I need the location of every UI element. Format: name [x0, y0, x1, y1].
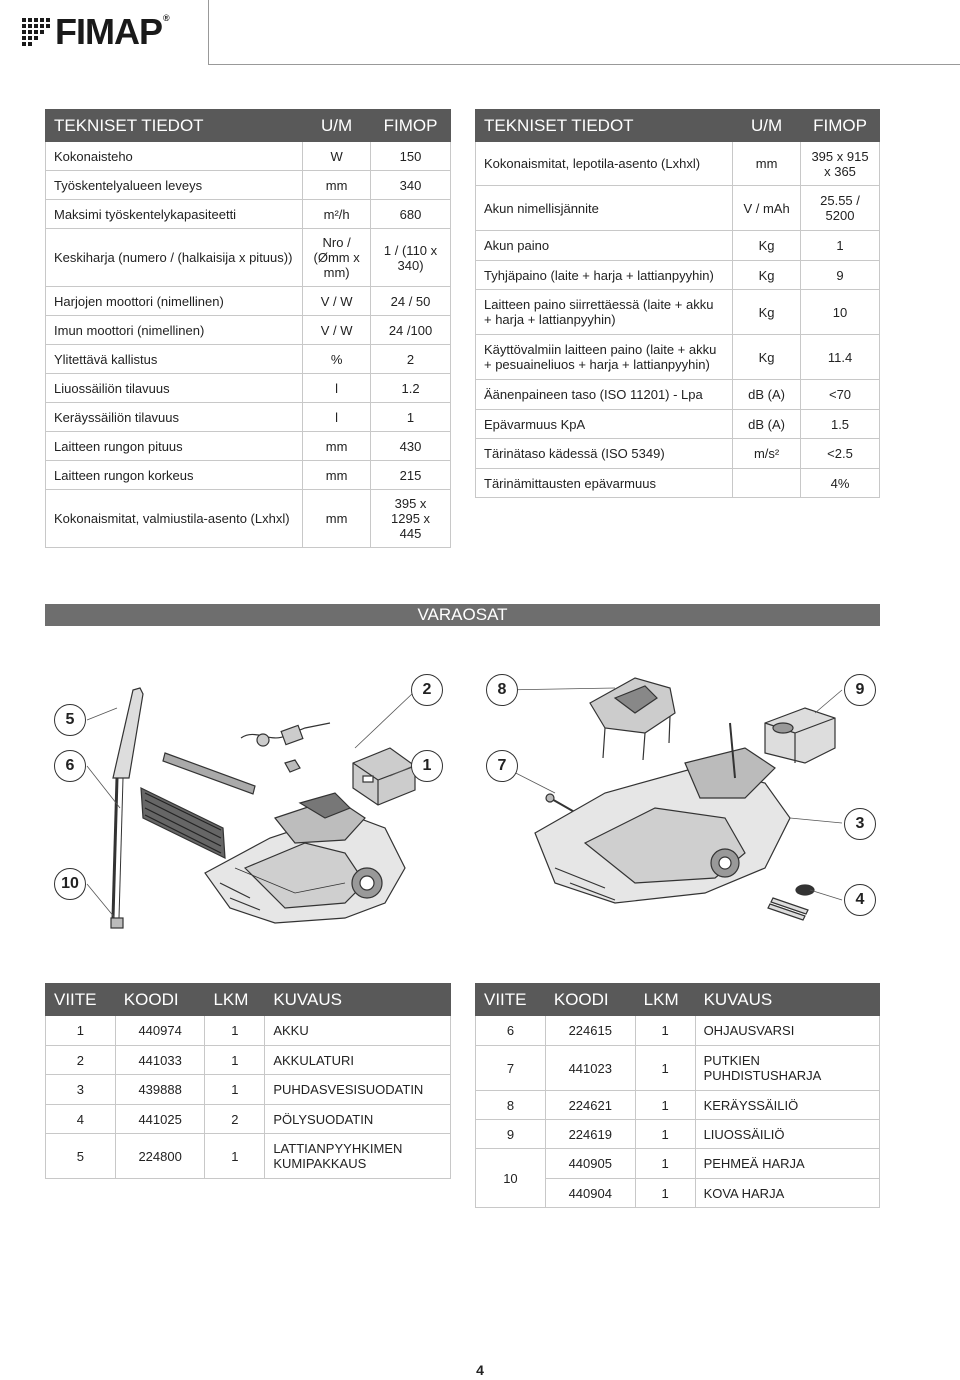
callout-9: 9 — [844, 674, 876, 706]
spec-unit: V / W — [303, 316, 371, 345]
spec-value: 215 — [371, 461, 451, 490]
part-ref: 9 — [476, 1120, 546, 1149]
spec-value: 340 — [371, 171, 451, 200]
spec-unit: dB (A) — [733, 410, 801, 439]
col-header-desc: KUVAUS — [265, 984, 451, 1016]
filters-drawing — [768, 885, 814, 920]
spare-parts-title: VARAOSAT — [45, 604, 880, 626]
spec-value: 1 — [801, 231, 880, 261]
parts-row — [476, 1120, 880, 1149]
part-qty: 1 — [205, 1075, 265, 1105]
spec-row — [46, 229, 451, 287]
part-ref: 10 — [476, 1149, 546, 1208]
spec-value: 25.55 / 5200 — [801, 186, 880, 231]
part-desc: KOVA HARJA — [695, 1179, 879, 1208]
part-ref: 6 — [476, 1016, 546, 1046]
callout-7: 7 — [486, 750, 518, 782]
spec-label: Laitteen rungon pituus — [46, 432, 303, 461]
part-desc: PUHDASVESISUODATIN — [265, 1075, 451, 1105]
machine-body-left — [205, 793, 405, 923]
part-qty: 1 — [635, 1149, 695, 1179]
part-desc: AKKULATURI — [265, 1046, 451, 1075]
part-qty: 1 — [635, 1179, 695, 1208]
part-ref: 8 — [476, 1091, 546, 1120]
spec-row — [46, 200, 451, 229]
spec-unit: Kg — [733, 335, 801, 380]
spec-unit: W — [303, 142, 371, 171]
callout-4: 4 — [844, 884, 876, 916]
spec-value: 150 — [371, 142, 451, 171]
spec-value: 24 /100 — [371, 316, 451, 345]
parts-row — [46, 1075, 451, 1105]
spec-unit: dB (A) — [733, 380, 801, 410]
spec-row — [46, 171, 451, 200]
part-code: 440974 — [115, 1016, 205, 1046]
callout-10: 10 — [54, 868, 86, 900]
spec-label: Laitteen rungon korkeus — [46, 461, 303, 490]
parts-row — [476, 1046, 880, 1091]
parts-row — [46, 1105, 451, 1134]
spec-value: 1 / (110 x 340) — [371, 229, 451, 287]
callout-6: 6 — [54, 750, 86, 782]
spec-label: Akun nimellisjännite — [476, 186, 733, 231]
spec-row — [476, 439, 880, 469]
part-qty: 1 — [635, 1091, 695, 1120]
spec-row — [476, 469, 880, 498]
part-qty: 1 — [205, 1134, 265, 1179]
part-desc: PÖLYSUODATIN — [265, 1105, 451, 1134]
spec-value: 2 — [371, 345, 451, 374]
page-number: 4 — [476, 1362, 484, 1378]
spec-row — [46, 403, 451, 432]
spec-row — [476, 290, 880, 335]
spec-label: Tyhjäpaino (laite + harja + lattianpyyhin) — [476, 261, 733, 290]
part-ref: 2 — [46, 1046, 116, 1075]
spec-unit: m²/h — [303, 200, 371, 229]
callout-3: 3 — [844, 808, 876, 840]
spec-header-row — [46, 110, 451, 142]
part-desc: LIUOSSÄILIÖ — [695, 1120, 879, 1149]
col-header-code: KOODI — [115, 984, 205, 1016]
part-qty: 1 — [205, 1016, 265, 1046]
spec-unit: % — [303, 345, 371, 374]
spec-unit: m/s² — [733, 439, 801, 469]
spec-value: 11.4 — [801, 335, 880, 380]
part-qty: 1 — [635, 1120, 695, 1149]
spec-row — [476, 231, 880, 261]
spec-row — [476, 186, 880, 231]
battery-drawing — [353, 748, 415, 805]
spec-unit: l — [303, 374, 371, 403]
spec-unit: Kg — [733, 290, 801, 335]
spec-unit: V / W — [303, 287, 371, 316]
col-header-ref: VIITE — [46, 984, 116, 1016]
spec-table-right — [475, 109, 880, 498]
part-code: 224800 — [115, 1134, 205, 1179]
part-desc: PUTKIEN PUHDISTUSHARJA — [695, 1046, 879, 1091]
part-desc: OHJAUSVARSI — [695, 1016, 879, 1046]
col-header-code: KOODI — [545, 984, 635, 1016]
spec-row — [476, 261, 880, 290]
spec-value: 24 / 50 — [371, 287, 451, 316]
spec-unit: Kg — [733, 261, 801, 290]
spec-value: 430 — [371, 432, 451, 461]
brand-name: FIMAP® — [55, 11, 169, 52]
collection-tank-drawing — [590, 678, 675, 760]
spec-row — [476, 410, 880, 439]
spec-unit: l — [303, 403, 371, 432]
brand-logo — [22, 12, 169, 52]
spec-row — [46, 142, 451, 171]
part-qty: 1 — [635, 1016, 695, 1046]
spec-value: <2.5 — [801, 439, 880, 469]
parts-table-right — [475, 983, 880, 1208]
spec-label: Epävarmuus KpA — [476, 410, 733, 439]
col-header-unit: U/M — [303, 110, 371, 142]
parts-header-row — [46, 984, 451, 1016]
spec-label: Ylitettävä kallistus — [46, 345, 303, 374]
spec-row — [46, 316, 451, 345]
spec-label: Keskiharja (numero / (halkaisija x pituus)) — [46, 229, 303, 287]
spec-label: Imun moottori (nimellinen) — [46, 316, 303, 345]
spec-label: Kokonaismitat, lepotila-asento (Lxhxl) — [476, 142, 733, 186]
callout-8: 8 — [486, 674, 518, 706]
spec-label: Keräyssäiliön tilavuus — [46, 403, 303, 432]
parts-illustration — [45, 668, 880, 938]
spec-value: 9 — [801, 261, 880, 290]
part-code: 441033 — [115, 1046, 205, 1075]
callout-5: 5 — [54, 704, 86, 736]
part-desc: PEHMEÄ HARJA — [695, 1149, 879, 1179]
col-header-qty: LKM — [205, 984, 265, 1016]
spec-value: 1.5 — [801, 410, 880, 439]
parts-header-row — [476, 984, 880, 1016]
spec-label: Kokonaismitat, valmiustila-asento (Lxhxl) — [46, 490, 303, 548]
part-code: 439888 — [115, 1075, 205, 1105]
spec-row — [46, 490, 451, 548]
col-header-model: FIMOP — [801, 110, 880, 142]
spec-row — [46, 461, 451, 490]
part-code: 440904 — [545, 1179, 635, 1208]
spec-label: Kokonaisteho — [46, 142, 303, 171]
col-header-spec: TEKNISET TIEDOT — [476, 110, 733, 142]
spec-label: Tärinämittausten epävarmuus — [476, 469, 733, 498]
part-code: 440905 — [545, 1149, 635, 1179]
spec-unit: mm — [303, 171, 371, 200]
spec-row — [46, 374, 451, 403]
charger-cable-drawing — [241, 723, 330, 772]
part-ref: 3 — [46, 1075, 116, 1105]
part-ref: 1 — [46, 1016, 116, 1046]
spec-label: Akun paino — [476, 231, 733, 261]
handle-drawing — [111, 688, 143, 928]
spec-label: Käyttövalmiin laitteen paino (laite + akku + pesuaineliuos + harja + lattianpyyhin) — [476, 335, 733, 380]
spec-row — [46, 287, 451, 316]
exploded-view-drawing — [45, 668, 880, 938]
spec-row — [46, 432, 451, 461]
spec-label: Äänenpaineen taso (ISO 11201) - Lpa — [476, 380, 733, 410]
spec-unit — [733, 469, 801, 498]
spec-unit: mm — [733, 142, 801, 186]
spec-unit: Kg — [733, 231, 801, 261]
spec-unit: mm — [303, 461, 371, 490]
col-header-qty: LKM — [635, 984, 695, 1016]
part-code: 224615 — [545, 1016, 635, 1046]
logo-dots-icon — [22, 18, 52, 46]
spec-label: Maksimi työskentelykapasiteetti — [46, 200, 303, 229]
machine-body-right — [535, 723, 790, 903]
spec-value: 10 — [801, 290, 880, 335]
part-qty: 2 — [205, 1105, 265, 1134]
spec-row — [476, 380, 880, 410]
col-header-ref: VIITE — [476, 984, 546, 1016]
part-code: 224619 — [545, 1120, 635, 1149]
callout-1: 1 — [411, 750, 443, 782]
part-ref: 7 — [476, 1046, 546, 1091]
spec-table-left — [45, 109, 451, 548]
col-header-model: FIMOP — [371, 110, 451, 142]
solution-tank-drawing — [765, 708, 835, 763]
parts-row — [46, 1046, 451, 1075]
part-desc: AKKU — [265, 1016, 451, 1046]
col-header-spec: TEKNISET TIEDOT — [46, 110, 303, 142]
spec-unit: Nro / (Ømm x mm) — [303, 229, 371, 287]
spec-value: 4% — [801, 469, 880, 498]
spec-row — [46, 345, 451, 374]
spec-label: Liuossäiliön tilavuus — [46, 374, 303, 403]
spec-value: <70 — [801, 380, 880, 410]
parts-row — [476, 1149, 880, 1179]
spec-label: Työskentelyalueen leveys — [46, 171, 303, 200]
spec-header-row — [476, 110, 880, 142]
parts-table-left — [45, 983, 451, 1179]
spec-label: Tärinätaso kädessä (ISO 5349) — [476, 439, 733, 469]
parts-row — [46, 1016, 451, 1046]
part-code: 441025 — [115, 1105, 205, 1134]
header-divider — [208, 0, 209, 64]
spec-unit: mm — [303, 432, 371, 461]
parts-row — [46, 1134, 451, 1179]
spec-value: 395 x 1295 x 445 — [371, 490, 451, 548]
part-code: 224621 — [545, 1091, 635, 1120]
spec-unit: V / mAh — [733, 186, 801, 231]
spec-value: 395 x 915 x 365 — [801, 142, 880, 186]
part-qty: 1 — [635, 1046, 695, 1091]
callout-2: 2 — [411, 674, 443, 706]
part-ref: 4 — [46, 1105, 116, 1134]
col-header-desc: KUVAUS — [695, 984, 879, 1016]
spec-row — [476, 142, 880, 186]
parts-row — [476, 1091, 880, 1120]
spec-value: 680 — [371, 200, 451, 229]
parts-row — [476, 1016, 880, 1046]
header-rule — [208, 64, 960, 65]
part-desc: KERÄYSSÄILIÖ — [695, 1091, 879, 1120]
spec-row — [476, 335, 880, 380]
spec-value: 1 — [371, 403, 451, 432]
spec-value: 1.2 — [371, 374, 451, 403]
spec-unit: mm — [303, 490, 371, 548]
col-header-unit: U/M — [733, 110, 801, 142]
part-qty: 1 — [205, 1046, 265, 1075]
part-desc: LATTIANPYYHKIMEN KUMIPAKKAUS — [265, 1134, 451, 1179]
spec-label: Laitteen paino siirrettäessä (laite + akku + harja + lattianpyyhin) — [476, 290, 733, 335]
brush-drawing — [141, 753, 255, 858]
part-code: 441023 — [545, 1046, 635, 1091]
spec-label: Harjojen moottori (nimellinen) — [46, 287, 303, 316]
part-ref: 5 — [46, 1134, 116, 1179]
